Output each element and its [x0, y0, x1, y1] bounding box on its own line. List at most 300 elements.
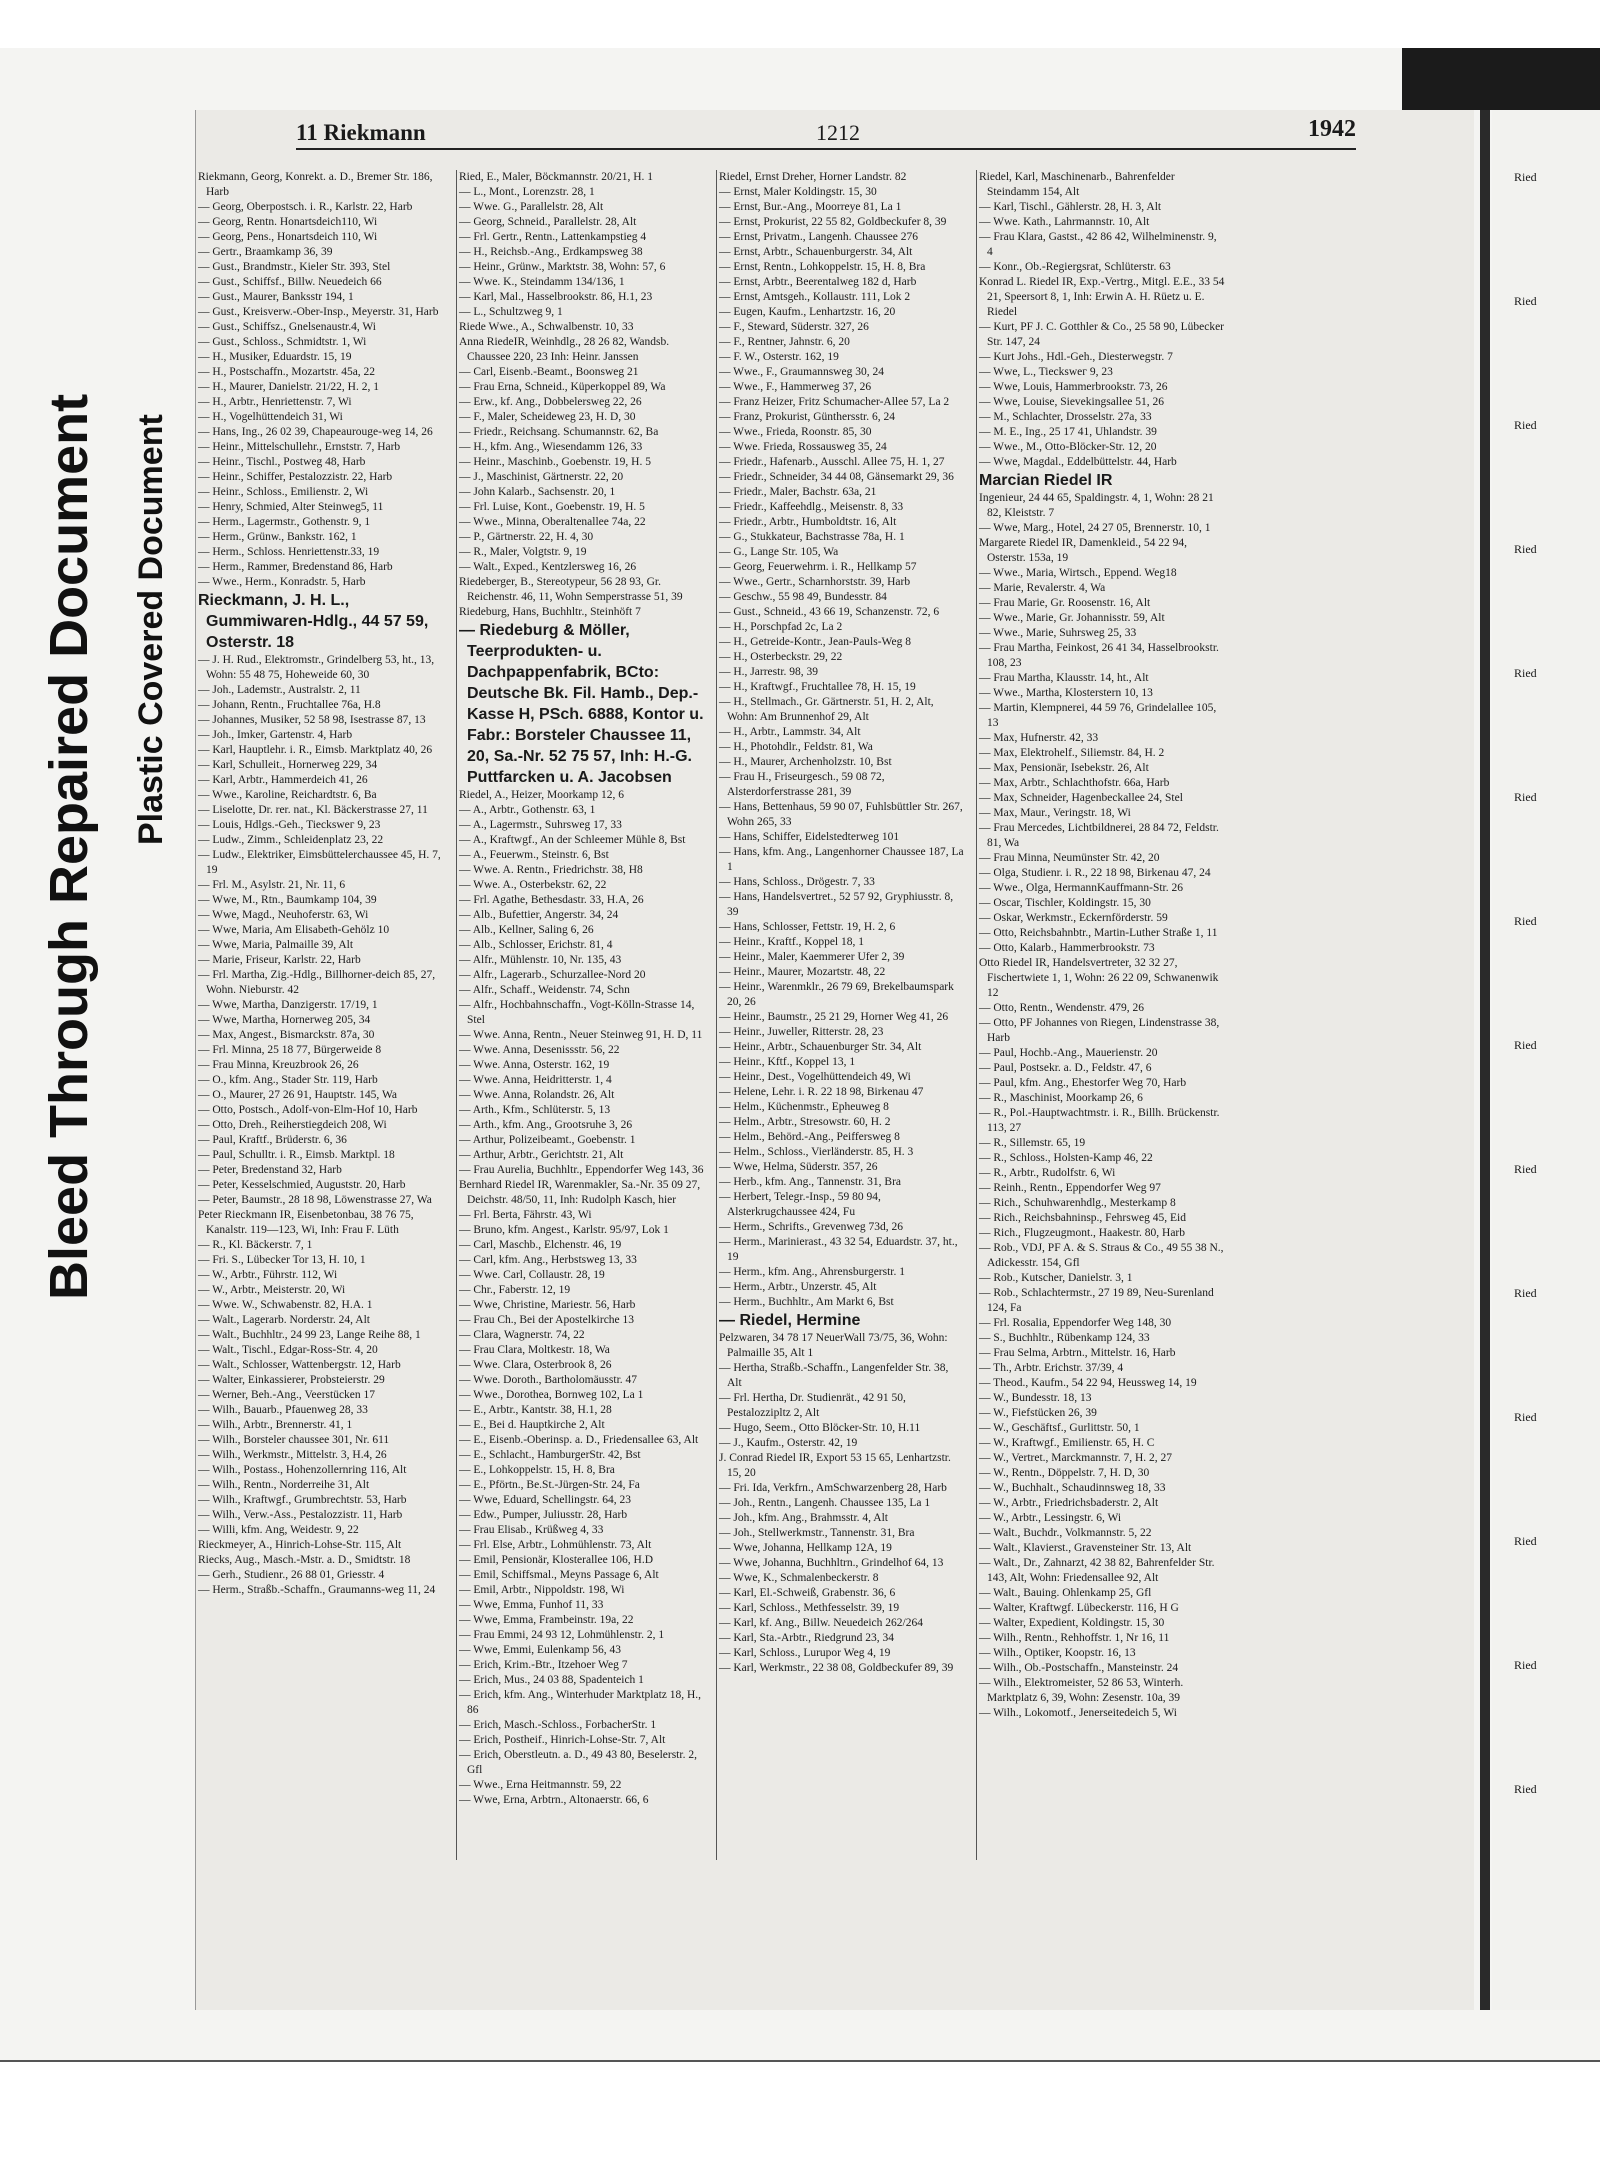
- directory-entry: — Erich, Masch.-Schloss., ForbacherStr. 1: [459, 1719, 657, 1731]
- directory-entry: — M., Schlachter, Drosselstr. 27a, 33: [979, 411, 1152, 423]
- directory-entry: — Frl. Martha, Zig.-Hdlg., Billhorner-deich 85, 27, Wohn. Nieburstr. 42: [198, 969, 436, 996]
- directory-entry: — Bruno, kfm. Angest., Karlstr. 95/97, Lok 1: [459, 1224, 669, 1236]
- directory-entry: — Frau Aurelia, Buchhltr., Eppendorfer Weg 143, 36: [459, 1164, 704, 1176]
- directory-entry: — Alfr., Schaff., Weidenstr. 74, Schn: [459, 984, 630, 996]
- directory-entry: — Heinr., Arbtr., Schauenburger Str. 34, Alt: [719, 1041, 922, 1053]
- directory-entry: — Hans, Schiffer, Eidelstedterweg 101: [719, 831, 900, 843]
- directory-entry: — W., Bundesstr. 18, 13: [979, 1392, 1092, 1404]
- directory-entry: — Wwe., Maria, Wirtsch., Eppend. Weg18: [979, 567, 1177, 579]
- directory-entry: — Frau Minna, Neumünster Str. 42, 20: [979, 852, 1160, 864]
- directory-entry: — Erich, kfm. Ang., Winterhuder Marktplatz 18, H., 86: [459, 1689, 702, 1716]
- directory-entry: — P., Gärtnerstr. 22, H. 4, 30: [459, 531, 594, 543]
- directory-entry: — Wwe, Emma, Frambeinstr. 19a, 22: [459, 1614, 634, 1626]
- directory-entry: — E., Bei d. Hauptkirche 2, Alt: [459, 1419, 605, 1431]
- directory-entry: — John Kalarb., Sachsenstr. 20, 1: [459, 486, 616, 498]
- directory-entry: — Wwe. K., Steindamm 134/136, 1: [459, 276, 625, 288]
- directory-entry: — Alfr., Lagerarb., Schurzallee-Nord 20: [459, 969, 646, 981]
- directory-entry: — Georg, Rentn. Honartsdeich110, Wi: [198, 216, 378, 228]
- column-3: [716, 170, 965, 1860]
- directory-entry: — Wwe., Frieda, Roonstr. 85, 30: [719, 426, 872, 438]
- directory-entry: — Rob., Schlachtermstr., 27 19 89, Neu-Surenland 124, Fa: [979, 1287, 1214, 1314]
- directory-entry: — H., Stellmach., Gr. Gärtnerstr. 51, H. 2, Alt, Wohn: Am Brunnenhof 29, Alt: [719, 696, 934, 723]
- directory-entry: — Walter, Kraftwgf. Lübeckerstr. 116, H G: [979, 1602, 1179, 1614]
- directory-entry: — M. E., Ing., 25 17 41, Uhlandstr. 39: [979, 426, 1157, 438]
- directory-entry: — Georg, Schneid., Parallelstr. 28, Alt: [459, 216, 637, 228]
- directory-entry: — Gust., Schiffsf., Billw. Neuedeich 66: [198, 276, 382, 288]
- directory-entry: — Herm., Rammer, Bredenstand 86, Harb: [198, 561, 393, 573]
- directory-entry: Peter Rieckmann IR, Eisenbetonbau, 38 76 75, Kanalstr. 119—123, Wi, Inh: Frau F. Lüth: [198, 1209, 414, 1236]
- directory-entry: — Karl, Schloss., Lurupor Weg 4, 19: [719, 1647, 891, 1659]
- directory-entry: — Wwe, Maria, Palmaille 39, Alt: [198, 939, 354, 951]
- directory-entry: — F. W., Osterstr. 162, 19: [719, 351, 839, 363]
- directory-entry: Riecks, Aug., Masch.-Mstr. a. D., Smidtstr. 18: [198, 1554, 411, 1566]
- directory-entry: — Helm., Arbtr., Stresowstr. 60, H. 2: [719, 1116, 891, 1128]
- directory-entry: — R., Pol.-Hauptwachtmstr. i. R., Billh. Brückenstr. 113, 27: [979, 1107, 1220, 1134]
- directory-entry: — Wwe. Anna, Heidritterstr. 1, 4: [459, 1074, 612, 1086]
- directory-entry: — Peter, Kesselschmied, Auguststr. 20, Harb: [198, 1179, 406, 1191]
- column-1: [196, 170, 444, 1860]
- directory-entry: — Heinr., Maurer, Mozartstr. 48, 22: [719, 966, 886, 978]
- directory-entry: — Friedr., Maler, Bachstr. 63a, 21: [719, 486, 877, 498]
- directory-entry: — Rich., Schuhwarenhdlg., Mesterkamp 8: [979, 1197, 1176, 1209]
- directory-entry: — Louis, Hdlgs.-Geh., Tieckswег 9, 23: [198, 819, 381, 831]
- directory-entry: — W., Fiefstücken 26, 39: [979, 1407, 1097, 1419]
- directory-entry: — E., Lohkoppelstr. 15, H. 8, Bra: [459, 1464, 615, 1476]
- directory-entry: — Frl. Berta, Fährstr. 43, Wi: [459, 1209, 592, 1221]
- directory-entry: — Alb., Kellner, Saling 6, 26: [459, 924, 594, 936]
- directory-entry: — Franz, Prokurist, Günthersstr. 6, 24: [719, 411, 896, 423]
- directory-entry: — Wwe, Magd., Neuhoferstr. 63, Wi: [198, 909, 369, 921]
- directory-entry: — Walt., Klavierst., Gravensteiner Str. 13, Alt: [979, 1542, 1192, 1554]
- directory-entry: — Alfr., Hochbahnschaffn., Vogt-Kölln-Strasse 14, Stel: [459, 999, 695, 1026]
- directory-entry: — Gust., Brandmstr., Kieler Str. 393, Stel: [198, 261, 391, 273]
- directory-entry: — Herm., Marinierast., 43 32 54, Eduardstr. 37, ht., 19: [719, 1236, 958, 1263]
- directory-entry: — Max, Angest., Bismarckstr. 87a, 30: [198, 1029, 375, 1041]
- directory-entry: — Joh., Rentn., Langenh. Chaussee 135, La 1: [719, 1497, 931, 1509]
- directory-entry: — Martin, Klempnerei, 44 59 76, Grindelallee 105, 13: [979, 702, 1217, 729]
- next-page-entry: Ried: [1514, 1658, 1537, 1672]
- directory-entry: — Wwe. A. Rentn., Friedrichstr. 38, H8: [459, 864, 643, 876]
- directory-entry: — Gust., Schloss., Schmidtstr. 1, Wi: [198, 336, 367, 348]
- bleed-through-label: Bleed Through Repaired Document: [39, 393, 99, 1300]
- directory-entry: — Wwe. Carl, Collaustr. 28, 19: [459, 1269, 605, 1281]
- next-page-entry: Ried: [1514, 1038, 1537, 1052]
- next-page-entry: Ried: [1514, 666, 1537, 680]
- directory-entry: — Hans, Schloss., Drögestr. 7, 33: [719, 876, 875, 888]
- plastic-covered-label: Plastic Covered Document: [132, 414, 170, 845]
- directory-entry: — Carl, Eisenb.-Beamt., Boonsweg 21: [459, 366, 639, 378]
- directory-entry: — Max, Elektrohelf., Siliemstr. 84, H. 2: [979, 747, 1165, 759]
- directory-entry: — Karl, Sta.-Arbtr., Riedgrund 23, 34: [719, 1632, 895, 1644]
- directory-entry: — Kurt Johs., Hdl.-Geh., Diesterwegstr. 7: [979, 351, 1173, 363]
- directory-entry: — Olga, Studienr. i. R., 22 18 98, Birkenau 47, 24: [979, 867, 1211, 879]
- directory-entry: — Marie, Revalerstr. 4, Wa: [979, 582, 1106, 594]
- directory-entry: — Johann, Rentn., Fruchtallee 76a, H.8: [198, 699, 381, 711]
- directory-entry: — Helene, Lehr. i. R. 22 18 98, Birkenau 47: [719, 1086, 924, 1098]
- directory-entry: — Joh., Imker, Gartenstr. 4, Harb: [198, 729, 353, 741]
- directory-entry: — Frau Minna, Kreuzbrook 26, 26: [198, 1059, 359, 1071]
- directory-entry: Riede Wwe., A., Schwalbenstr. 10, 33: [459, 321, 634, 333]
- directory-entry: — Arth., Kfm., Schlüterstr. 5, 13: [459, 1104, 611, 1116]
- directory-entry: — Ernst, Privatm., Langenh. Chaussee 276: [719, 231, 918, 243]
- directory-entry: — H., Jarrestr. 98, 39: [719, 666, 819, 678]
- directory-entry: — Wilh., Kraftwgf., Grumbrechtstr. 53, Harb: [198, 1494, 407, 1506]
- directory-entry: — Georg, Pens., Honartsdeich 110, Wi: [198, 231, 378, 243]
- directory-entry: — Wwe., Marie, Suhrsweg 25, 33: [979, 627, 1137, 639]
- directory-entry: — Friedr., Arbtr., Humboldtstr. 16, Alt: [719, 516, 897, 528]
- directory-entry: — Max, Maur., Veringstr. 18, Wi: [979, 807, 1131, 819]
- directory-entry: — Wwe, Helma, Süderstr. 357, 26: [719, 1161, 878, 1173]
- directory-entry: — Heinr., Schloss., Emilienstr. 2, Wi: [198, 486, 369, 498]
- directory-entry: — H., Postschaffn., Mozartstr. 45a, 22: [198, 366, 376, 378]
- directory-entry: — Otto, Rentn., Wendenstr. 479, 26: [979, 1002, 1144, 1014]
- directory-entry: — J., Kaufm., Osterstr. 42, 19: [719, 1437, 858, 1449]
- directory-entry: — Frau Selma, Arbtrn., Mittelstr. 16, Harb: [979, 1347, 1176, 1359]
- directory-entry: — Paul, Kraftf., Brüderstr. 6, 36: [198, 1134, 347, 1146]
- directory-entry: — Frl. Gertr., Rentn., Lattenkampstieg 4: [459, 231, 647, 243]
- directory-entry: — Wilh., Arbtr., Brennerstr. 41, 1: [198, 1419, 353, 1431]
- directory-entry: — Otto, Kalarb., Hammerbrookstr. 73: [979, 942, 1155, 954]
- directory-entry: — Heinr., Kraftf., Koppel 18, 1: [719, 936, 864, 948]
- directory-entry: — Georg, Oberpostsch. i. R., Karlstr. 22, Harb: [198, 201, 413, 213]
- directory-entry: Otto Riedel IR, Handelsvertreter, 32 32 27, Fischertwiete 1, 1, Wohn: 26 22 09, Schwanenwik 12: [979, 957, 1219, 999]
- directory-entry: — Joh., kfm. Ang., Brahmsstr. 4, Alt: [719, 1512, 888, 1524]
- directory-entry: — H., Arbtr., Henriettenstr. 7, Wi: [198, 396, 352, 408]
- directory-entry: — Karl, El.-Schweiß, Grabenstr. 36, 6: [719, 1587, 896, 1599]
- directory-entry: — Rich., Reichsbahninsp., Fehrsweg 45, Eid: [979, 1212, 1186, 1224]
- directory-entry: — Peter, Bredenstand 32, Harb: [198, 1164, 342, 1176]
- directory-entry: — Ernst, Rentn., Lohkoppelstr. 15, H. 8, Bra: [719, 261, 926, 273]
- directory-entry: — Herb., kfm. Ang., Tannenstr. 31, Bra: [719, 1176, 902, 1188]
- directory-entry: — Rob., VDJ, PF A. & S. Straus & Co., 49 55 38 N., Adickesstr. 154, Gfl: [979, 1242, 1224, 1269]
- directory-entry: — Walt., Exped., Kentzlersweg 16, 26: [459, 561, 637, 573]
- next-page-entry: Ried: [1514, 418, 1537, 432]
- directory-entry: — Wwe., Gertr., Scharnhorststr. 39, Harb: [719, 576, 911, 588]
- directory-entry: Konrad L. Riedel IR, Exp.-Vertrg., Mitgl. E.E., 33 54 21, Speersort 8, 1, Inh: Erwin A. H. Rüetz u. E. Riedel: [979, 276, 1225, 318]
- directory-entry: — R., Maler, Volgtstr. 9, 19: [459, 546, 587, 558]
- directory-entry: — Wilh., Optiker, Koopstr. 16, 13: [979, 1647, 1136, 1659]
- next-page-entry: Ried: [1514, 790, 1537, 804]
- directory-entry: — Hertha, Straßb.-Schaffn., Langenfelder Str. 38, Alt: [719, 1362, 949, 1389]
- directory-entry: — Wwe. Anna, Rentn., Neuer Steinweg 91, H. D, 11: [459, 1029, 703, 1041]
- directory-entry: — W., Geschäftsf., Gurlittstr. 50, 1: [979, 1422, 1140, 1434]
- directory-entry: — R., Kl. Bäckerstr. 7, 1: [198, 1239, 313, 1251]
- directory-entry: — Max, Hufnerstr. 42, 33: [979, 732, 1099, 744]
- directory-entry: — Wilh., Rentn., Norderreihe 31, Alt: [198, 1479, 370, 1491]
- directory-entry: Marcian Riedel IR: [979, 472, 1113, 489]
- directory-entry: — Frl. Rosalia, Eppendorfer Weg 148, 30: [979, 1317, 1172, 1329]
- directory-entry: — Wwe, Emma, Funhof 11, 33: [459, 1599, 604, 1611]
- directory-entry: — Peter, Baumstr., 28 18 98, Löwenstrasse 27, Wa: [198, 1194, 432, 1206]
- directory-entry: — H., Osterbeckstr. 29, 22: [719, 651, 843, 663]
- directory-entry: — H., Kraftwgf., Fruchtallee 78, H. 15, 19: [719, 681, 916, 693]
- directory-entry: — Frau Marie, Gr. Roosenstr. 16, Alt: [979, 597, 1151, 609]
- directory-entry: — Heinr., Kftf., Koppel 13, 1: [719, 1056, 856, 1068]
- directory-entry: — O., kfm. Ang., Stader Str. 119, Harb: [198, 1074, 378, 1086]
- directory-entry: — Frau Mercedes, Lichtbildnerei, 28 84 72, Feldstr. 81, Wa: [979, 822, 1219, 849]
- directory-entry: — H., Arbtr., Lammstr. 34, Alt: [719, 726, 861, 738]
- directory-entry: — O., Maurer, 27 26 91, Hauptstr. 145, Wa: [198, 1089, 397, 1101]
- directory-entry: — H., Photohdlr., Feldstr. 81, Wa: [719, 741, 873, 753]
- directory-entry: — Frau H., Friseurgesch., 59 08 72, Alsterdorferstrasse 281, 39: [719, 771, 885, 798]
- directory-entry: — Frau Clara, Moltkestr. 18, Wa: [459, 1344, 610, 1356]
- directory-entry: — Walt., Bauing. Ohlenkamp 25, Gfl: [979, 1587, 1152, 1599]
- directory-entry: — Ernst, Amtsgeh., Kollaustr. 111, Lok 2: [719, 291, 911, 303]
- directory-entry: — Karl, Arbtr., Hammerdeich 41, 26: [198, 774, 368, 786]
- directory-entry: — Wilh., Werkmstr., Mittelstr. 3, H.4, 26: [198, 1449, 387, 1461]
- directory-entry: — Arth., kfm. Ang., Grootsruhe 3, 26: [459, 1119, 633, 1131]
- year: 1942: [1308, 116, 1356, 142]
- directory-entry: — Oscar, Tischler, Koldingstr. 15, 30: [979, 897, 1151, 909]
- directory-entry: — Ernst, Prokurist, 22 55 82, Goldbeckufer 8, 39: [719, 216, 947, 228]
- directory-entry: — Alfr., Mühlenstr. 10, Nr. 135, 43: [459, 954, 622, 966]
- directory-entry: — G., Lange Str. 105, Wa: [719, 546, 839, 558]
- bottom-rule: [0, 2060, 1600, 2062]
- directory-entry: — A., Arbtr., Gothenstr. 63, 1: [459, 804, 596, 816]
- directory-entry: — Karl, Werkmstr., 22 38 08, Goldbeckufer 89, 39: [719, 1662, 954, 1674]
- directory-entry: — Wwe. W., Schwabenstr. 82, H.A. 1: [198, 1299, 373, 1311]
- directory-entry: — E., Pförtn., Be.St.-Jürgen-Str. 24, Fa: [459, 1479, 640, 1491]
- directory-entry: — Frl. Hertha, Dr. Studienrät., 42 91 50, Pestalozzipltz 2, Alt: [719, 1392, 906, 1419]
- directory-entry: — Wwe., M., Otto-Blöcker-Str. 12, 20: [979, 441, 1157, 453]
- directory-entry: — Walt., Buchhltr., 24 99 23, Lange Reihe 88, 1: [198, 1329, 421, 1341]
- directory-entry: — Wilh., Lokomotf., Jenerseitedeich 5, Wi: [979, 1707, 1177, 1719]
- directory-entry: — Gertr., Braamkamp 36, 39: [198, 246, 333, 258]
- directory-entry: — L., Mont., Lorenzstr. 28, 1: [459, 186, 595, 198]
- directory-entry: — Riedel, Hermine: [719, 1312, 861, 1329]
- directory-entry: — Wwe., Olga, HermannKauffmann-Str. 26: [979, 882, 1183, 894]
- directory-entry: — Wwe, Johanna, Hellkamp 12A, 19: [719, 1542, 892, 1554]
- directory-entry: — Arthur, Arbtr., Gerichtstr. 21, Alt: [459, 1149, 624, 1161]
- directory-entry: — Reinh., Rentn., Eppendorfer Weg 97: [979, 1182, 1161, 1194]
- directory-entry: — Heinr., Juweller, Ritterstr. 28, 23: [719, 1026, 884, 1038]
- directory-entry: — Alb., Schlosser, Erichstr. 81, 4: [459, 939, 613, 951]
- next-page-entry: Ried: [1514, 1534, 1537, 1548]
- directory-entry: — Wwe., Marie, Gr. Johannisstr. 59, Alt: [979, 612, 1165, 624]
- directory-entry: — Theod., Kaufm., 54 22 94, Heussweg 14, 19: [979, 1377, 1197, 1389]
- page-number: 1212: [816, 120, 860, 145]
- directory-entry: — Chr., Faberstr. 12, 19: [459, 1284, 571, 1296]
- directory-entry: Ried, E., Maler, Böckmannstr. 20/21, H. 1: [459, 171, 654, 183]
- column-4: [976, 170, 1225, 1860]
- directory-entry: — Walt., Dr., Zahnarzt, 42 38 82, Bahrenfelder Str. 143, Alt, Wohn: Friedensallee 92, Alt: [979, 1557, 1215, 1584]
- directory-entry: — Emil, Arbtr., Nippoldstr. 198, Wi: [459, 1584, 625, 1596]
- directory-entry: — H., Getreide-Kontr., Jean-Pauls-Weg 8: [719, 636, 911, 648]
- directory-entry: — Karl, Schloss., Methfesselstr. 39, 19: [719, 1602, 900, 1614]
- directory-entry: — Heinr., Warenmklr., 26 79 69, Brekelbaumspark 20, 26: [719, 981, 954, 1008]
- directory-entry: — Wilh., Rentn., Rehhoffstr. 1, Nr 16, 11: [979, 1632, 1170, 1644]
- directory-entry: — E., Schlacht., HamburgerStr. 42, Bst: [459, 1449, 641, 1461]
- directory-entry: — Marie, Friseur, Karlstr. 22, Harb: [198, 954, 361, 966]
- directory-entry: — A., Feuerwm., Steinstr. 6, Bst: [459, 849, 609, 861]
- next-page-entry: Ried: [1514, 1162, 1537, 1176]
- directory-entry: Rieckmeyer, A., Hinrich-Lohse-Str. 115, Alt: [198, 1539, 402, 1551]
- directory-entry: — R., Maschinist, Moorkamp 26, 6: [979, 1092, 1143, 1104]
- directory-entry: — Helm., Behörd.-Ang., Peiffersweg 8: [719, 1131, 900, 1143]
- directory-entry: — Johannes, Musiker, 52 58 98, Isestrasse 87, 13: [198, 714, 426, 726]
- directory-entry: — Max, Schneider, Hagenbeckallee 24, Stel: [979, 792, 1183, 804]
- directory-entry: — Walt., Schlosser, Wattenbergstr. 12, Harb: [198, 1359, 401, 1371]
- directory-entry: — Wwe., Herm., Konradstr. 5, Harb: [198, 576, 366, 588]
- directory-entry: — Wwe., Martha, Klosterstern 10, 13: [979, 687, 1153, 699]
- directory-entry: Anna RiedeIR, Weinhdlg., 28 26 82, Wandsb. Chaussee 220, 23 Inh: Heinr. Janssen: [459, 336, 670, 363]
- directory-entry: — Willi, kfm. Ang, Weidestr. 9, 22: [198, 1524, 359, 1536]
- directory-entry: Riedel, Karl, Maschinenarb., Bahrenfelder Steindamm 154, Alt: [979, 171, 1175, 198]
- directory-entry: — Wwe., F., Hammerweg 37, 26: [719, 381, 872, 393]
- directory-entry: — Otto, Postsch., Adolf-von-Elm-Hof 10, Harb: [198, 1104, 418, 1116]
- directory-entry: — G., Stukkateur, Bachstrasse 78a, H. 1: [719, 531, 905, 543]
- directory-entry: — Paul, Schulltr. i. R., Eimsb. Marktpl. 18: [198, 1149, 395, 1161]
- directory-entry: — Wwe. Anna, Desenissstr. 56, 22: [459, 1044, 620, 1056]
- directory-entry: — Ernst, Bur.-Ang., Moorreye 81, La 1: [719, 201, 902, 213]
- directory-entry: — Friedr., Schneider, 34 44 08, Gänsemarkt 29, 36: [719, 471, 954, 483]
- directory-page: [195, 110, 1474, 2010]
- directory-entry: — Karl, Mal., Hasselbrookstr. 86, H.1, 23: [459, 291, 653, 303]
- directory-entry: — Erich, Oberstleutn. a. D., 49 43 80, Beselerstr. 2, Gfl: [459, 1749, 697, 1776]
- directory-entry: — H., Musiker, Eduardstr. 15, 19: [198, 351, 352, 363]
- directory-entry: — H., Maurer, Danielstr. 21/22, H. 2, 1: [198, 381, 379, 393]
- directory-entry: — H., Porschpfad 2c, La 2: [719, 621, 843, 633]
- directory-entry: — Georg, Feuerwehrm. i. R., Hellkamp 57: [719, 561, 917, 573]
- directory-entry: Rieckmann, J. H. L., Gummiwaren-Hdlg., 44 57 59, Osterstr. 18: [198, 592, 429, 651]
- directory-entry: — Heinr., Baumstr., 25 21 29, Horner Weg 41, 26: [719, 1011, 949, 1023]
- directory-entry: Riedeberger, B., Stereotypeur, 56 28 93, Gr. Reichenstr. 46, 11, Wohn Semperstrasse 51, 39: [459, 576, 683, 603]
- directory-entry: — Helm., Schloss., Vierländerstr. 85, H. 3: [719, 1146, 914, 1158]
- directory-entry: — W., Arbtr., Führstr. 112, Wi: [198, 1269, 338, 1281]
- directory-entry: — Wilh., Postass., Hohenzollernring 116, Alt: [198, 1464, 407, 1476]
- directory-entry: — Frl. M., Asylstr. 21, Nr. 11, 6: [198, 879, 346, 891]
- directory-entry: — Wwe, Louis, Hammerbrookstr. 73, 26: [979, 381, 1168, 393]
- directory-entry: — Otto, PF Johannes von Riegen, Lindenstrasse 38, Harb: [979, 1017, 1220, 1044]
- directory-entry: — Clara, Wagnerstr. 74, 22: [459, 1329, 585, 1341]
- directory-entry: — Werner, Beh.-Ang., Veerstücken 17: [198, 1389, 376, 1401]
- directory-entry: — Ernst, Arbtr., Beerentalweg 182 d, Harb: [719, 276, 917, 288]
- directory-entry: J. Conrad Riedel IR, Export 53 15 65, Lenhartzstr. 15, 20: [719, 1452, 951, 1479]
- directory-entry: — Ludw., Zimm., Schleidenplatz 23, 22: [198, 834, 384, 846]
- directory-entry: — Wwe, Louise, Sievekingsallee 51, 26: [979, 396, 1165, 408]
- directory-entry: — F., Rentner, Jahnstr. 6, 20: [719, 336, 850, 348]
- directory-entry: — J. H. Rud., Elektromstr., Grindelberg 53, ht., 13, Wohn: 55 48 75, Hoheweide 60, 30: [198, 654, 435, 681]
- directory-entry: — Frau Emmi, 24 93 12, Lohmühlenstr. 2, 1: [459, 1629, 665, 1641]
- directory-entry: — Carl, kfm. Ang., Herbstsweg 13, 33: [459, 1254, 637, 1266]
- directory-entry: — Gerh., Studienr., 26 88 01, Griesstr. 4: [198, 1569, 385, 1581]
- directory-entry: — Henry, Schmied, Alter Steinweg5, 11: [198, 501, 384, 513]
- directory-entry: — Gust., Maurer, Banksstr 194, 1: [198, 291, 354, 303]
- directory-entry: — Hans, Bettenhaus, 59 90 07, Fuhlsbüttler Str. 267, Wohn 265, 33: [719, 801, 963, 828]
- directory-entry: — Frl. Luise, Kont., Goebenstr. 19, H. 5: [459, 501, 645, 513]
- directory-entry: — Herm., kfm. Ang., Ahrensburgerstr. 1: [719, 1266, 906, 1278]
- directory-entry: — Paul, Postsekr. a. D., Feldstr. 47, 6: [979, 1062, 1152, 1074]
- directory-entry: — Frau Klara, Gastst., 42 86 42, Wilhelminenstr. 9, 4: [979, 231, 1217, 258]
- directory-entry: — Hans, Ing., 26 02 39, Chapeaurouge-weg 14, 26: [198, 426, 433, 438]
- scanner-black-tab: [1402, 48, 1600, 110]
- next-page-entry: Ried: [1514, 542, 1537, 556]
- directory-entry: — Wwe, K., Schmalenbeckerstr. 8: [719, 1572, 879, 1584]
- directory-entry: — Wwe, Emmi, Eulenkamp 56, 43: [459, 1644, 622, 1656]
- directory-entry: — R., Schloss., Holsten-Kamp 46, 22: [979, 1152, 1153, 1164]
- directory-entry: — Karl, Schulleit., Hornerweg 229, 34: [198, 759, 378, 771]
- directory-entry: — W., Vertret., Marckmannstr. 7, H. 2, 27: [979, 1452, 1173, 1464]
- directory-entry: Pelzwaren, 34 78 17 NeuerWall 73/75, 36, Wohn: Palmaille 35, Alt 1: [719, 1332, 948, 1359]
- directory-entry: — Frau Elisab., Krüßweg 4, 33: [459, 1524, 604, 1536]
- directory-entry: — W., Arbtr., Lessingstr. 6, Wi: [979, 1512, 1122, 1524]
- directory-entry: — Friedr., Kaffeehdlg., Meisenstr. 8, 33: [719, 501, 904, 513]
- directory-entry: — Walter, Expedient, Koldingstr. 15, 30: [979, 1617, 1165, 1629]
- directory-entry: — Herbert, Telegr.-Insp., 59 80 94, Alsterkrugchaussee 424, Fu: [719, 1191, 881, 1218]
- directory-entry: — Fri. Ida, Verkfrn., AmSchwarzenberg 28, Harb: [719, 1482, 947, 1494]
- directory-entry: — Erich, Postheif., Hinrich-Lohse-Str. 7, Alt: [459, 1734, 666, 1746]
- directory-entry: — Paul, Hochb.-Ang., Mauerienstr. 20: [979, 1047, 1158, 1059]
- directory-entry: — L., Schultzweg 9, 1: [459, 306, 563, 318]
- directory-entry: — Hans, kfm. Ang., Langenhorner Chaussee 187, La 1: [719, 846, 964, 873]
- directory-entry: — Wilh., Ob.-Postschaffn., Mansteinstr. 24: [979, 1662, 1179, 1674]
- directory-entry: — Kurt, PF J. C. Gotthler & Co., 25 58 90, Lübecker Str. 147, 24: [979, 321, 1224, 348]
- directory-entry: — Walt., Buchdr., Volkmannstr. 5, 22: [979, 1527, 1152, 1539]
- directory-entry: — Frl. Else, Arbtr., Lohmühlenstr. 73, Alt: [459, 1539, 652, 1551]
- next-page-entry: Ried: [1514, 1782, 1537, 1796]
- directory-entry: — Carl, Maschb., Elchenstr. 46, 19: [459, 1239, 622, 1251]
- header-left: 11 Riekmann: [296, 120, 426, 145]
- directory-entry: — E., Arbtr., Kantstr. 38, H.1, 28: [459, 1404, 612, 1416]
- directory-entry: — Wwe, Martha, Danzigerstr. 17/19, 1: [198, 999, 378, 1011]
- directory-entry: — Joh., Stellwerkmstr., Tannenstr. 31, Bra: [719, 1527, 915, 1539]
- directory-entry: — Friedr., Hafenarb., Ausschl. Allee 75, H. 1, 27: [719, 456, 945, 468]
- directory-entry: — Frl. Minna, 25 18 77, Bürgerweide 8: [198, 1044, 382, 1056]
- directory-entry: — Fri. S., Lübecker Tor 13, H. 10, 1: [198, 1254, 366, 1266]
- directory-entry: — Emil, Pensionär, Klosterallee 106, H.D: [459, 1554, 654, 1566]
- directory-entry: — Gust., Kreisverw.-Ober-Insp., Meyerstr. 31, Harb: [198, 306, 439, 318]
- directory-entry: — Wilh., Elektromeister, 52 86 53, Winterh. Marktplatz 6, 39, Wohn: Zesenstr. 10a, 39: [979, 1677, 1184, 1704]
- directory-entry: — H., Maurer, Archenholzstr. 10, Bst: [719, 756, 892, 768]
- directory-entry: — Heinr., Tischl., Postweg 48, Harb: [198, 456, 366, 468]
- directory-entry: — Friedr., Reichsang. Schumannstr. 62, Ba: [459, 426, 659, 438]
- directory-entry: — Liselotte, Dr. rer. nat., Kl. Bäckerstrasse 27, 11: [198, 804, 428, 816]
- directory-entry: — Wwe, Johanna, Buchhltrn., Grindelhof 64, 13: [719, 1557, 944, 1569]
- directory-entry: — Wwe, Christine, Mariestr. 56, Harb: [459, 1299, 636, 1311]
- directory-entry: — Riedeburg & Möller, Teerprodukten- u. Dachpappenfabrik, BCto: Deutsche Bk. Fil. Hamb., Dep.-Kasse H, PSch. 6888, Kontor u. Fabr.: Borsteler Chaussee 11, 20, Sa.-Nr. 52 75 57, Inh: H.-G. Puttfarcken u. A. Jacobsen: [459, 622, 704, 786]
- directory-entry: — Franz Heizer, Fritz Schumacher-Allee 57, La 2: [719, 396, 950, 408]
- directory-entry: — Walt., Tischl., Edgar-Ross-Str. 4, 20: [198, 1344, 378, 1356]
- directory-entry: — Rich., Flugzeugmont., Haakestr. 80, Harb: [979, 1227, 1186, 1239]
- directory-entry: — Heinr., Maschinb., Goebenstr. 19, H. 5: [459, 456, 651, 468]
- directory-entry: — Wwe. Anna, Rolandstr. 26, Alt: [459, 1089, 615, 1101]
- directory-entry: — S., Buchhltr., Rübenkamp 124, 33: [979, 1332, 1150, 1344]
- directory-entry: — Erw., kf. Ang., Dobbelersweg 22, 26: [459, 396, 642, 408]
- directory-entry: — Hans, Schlosser, Fettstr. 19, H. 2, 6: [719, 921, 896, 933]
- directory-entry: — Frl. Agathe, Bethesdastr. 33, H.A, 26: [459, 894, 644, 906]
- directory-entry: — W., Arbtr., Friedrichsbaderstr. 2, Alt: [979, 1497, 1159, 1509]
- directory-entry: — Heinr., Maler, Kaemmerer Ufer 2, 39: [719, 951, 905, 963]
- directory-entry: — Wwe, Marg., Hotel, 24 27 05, Brennerstr. 10, 1: [979, 522, 1211, 534]
- next-page-entry: Ried: [1514, 1286, 1537, 1300]
- directory-entry: Riedel, A., Heizer, Moorkamp 12, 6: [459, 789, 624, 801]
- directory-entry: — Herm., Schrifts., Grevenweg 73d, 26: [719, 1221, 903, 1233]
- directory-entry: — Joh., Lademstr., Australstr. 2, 11: [198, 684, 361, 696]
- directory-entry: — W., Buchhalt., Schaudinnsweg 18, 33: [979, 1482, 1166, 1494]
- directory-entry: — Frau Erna, Schneid., Küperkoppel 89, Wa: [459, 381, 666, 393]
- directory-entry: — Wwe, Magdal., Eddelbüttelstr. 44, Harb: [979, 456, 1177, 468]
- directory-entry: — Wwe. Anna, Osterstr. 162, 19: [459, 1059, 610, 1071]
- directory-entry: — Hans, Handelsvertret., 52 57 92, Gryphiusstr. 8, 39: [719, 891, 954, 918]
- directory-entry: — Helm., Küchenmstr., Epheuweg 8: [719, 1101, 889, 1113]
- directory-entry: — Herm., Straßb.-Schaffn., Graumanns-weg 11, 24: [198, 1584, 436, 1596]
- directory-entry: — Wilh., Bauarb., Pfauenweg 28, 33: [198, 1404, 368, 1416]
- directory-entry: — Herm., Schloss. Henriettenstr.33, 19: [198, 546, 380, 558]
- directory-entry: — Max, Arbtr., Schlachthofstr. 66a, Harb: [979, 777, 1170, 789]
- directory-entry: — Herm., Buchhltr., Am Markt 6, Bst: [719, 1296, 894, 1308]
- next-page-strip: [1492, 110, 1600, 2010]
- directory-entry: — Paul, kfm. Ang., Ehestorfer Weg 70, Harb: [979, 1077, 1187, 1089]
